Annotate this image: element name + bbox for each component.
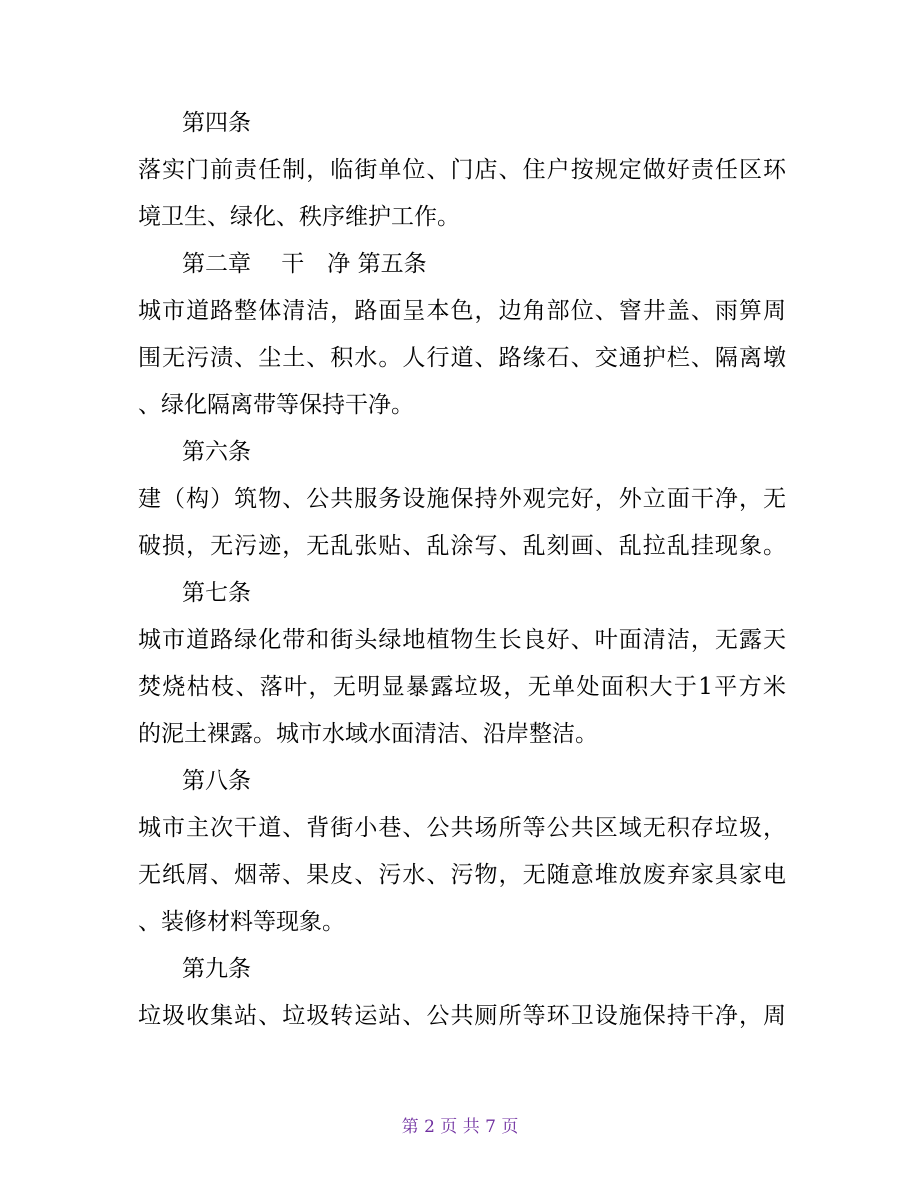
paragraph-line: 建（构）筑物、公共服务设施保持外观完好，外立面干净，无 xyxy=(138,486,786,512)
article-heading: 第七条 xyxy=(182,580,251,606)
paragraph-line: 破损，无污迹，无乱张贴、乱涂写、乱刻画、乱拉乱挂现象。 xyxy=(138,533,786,559)
page-number-footer: 第 2 页 共 7 页 xyxy=(401,1117,519,1137)
paragraph-line: 、绿化隔离带等保持干净。 xyxy=(138,392,414,418)
paragraph-line: 城市道路整体清洁，路面呈本色，边角部位、窨井盖、雨箅周 xyxy=(138,298,786,324)
paragraph-line: 无纸屑、烟蒂、果皮、污水、污物，无随意堆放废弃家具家电 xyxy=(138,862,786,888)
document-body xyxy=(138,100,786,1040)
article-heading: 第四条 xyxy=(182,110,251,136)
paragraph-line: 围无污渍、尘土、积水。人行道、路缘石、交通护栏、隔离墩 xyxy=(138,345,786,371)
article-heading: 第九条 xyxy=(182,956,251,982)
paragraph-line: 落实门前责任制，临街单位、门店、住户按规定做好责任区环 xyxy=(138,157,786,183)
paragraph-line: 、装修材料等现象。 xyxy=(138,909,345,935)
article-heading: 第六条 xyxy=(182,439,251,465)
paragraph-line: 垃圾收集站、垃圾转运站、公共厕所等环卫设施保持干净，周 xyxy=(138,1003,786,1029)
paragraph-line: 焚烧枯枝、落叶，无明显暴露垃圾，无单处面积大于1平方米 xyxy=(138,674,786,700)
paragraph-line: 城市道路绿化带和街头绿地植物生长良好、叶面清洁，无露天 xyxy=(138,627,786,653)
chapter-heading: 第二章 干 净 第五条 xyxy=(182,251,427,277)
paragraph-line: 城市主次干道、背街小巷、公共场所等公共区域无积存垃圾， xyxy=(138,815,786,841)
paragraph-line: 境卫生、绿化、秩序维护工作。 xyxy=(138,204,460,230)
paragraph-line: 的泥土裸露。城市水域水面清洁、沿岸整洁。 xyxy=(138,721,598,747)
article-heading: 第八条 xyxy=(182,768,251,794)
